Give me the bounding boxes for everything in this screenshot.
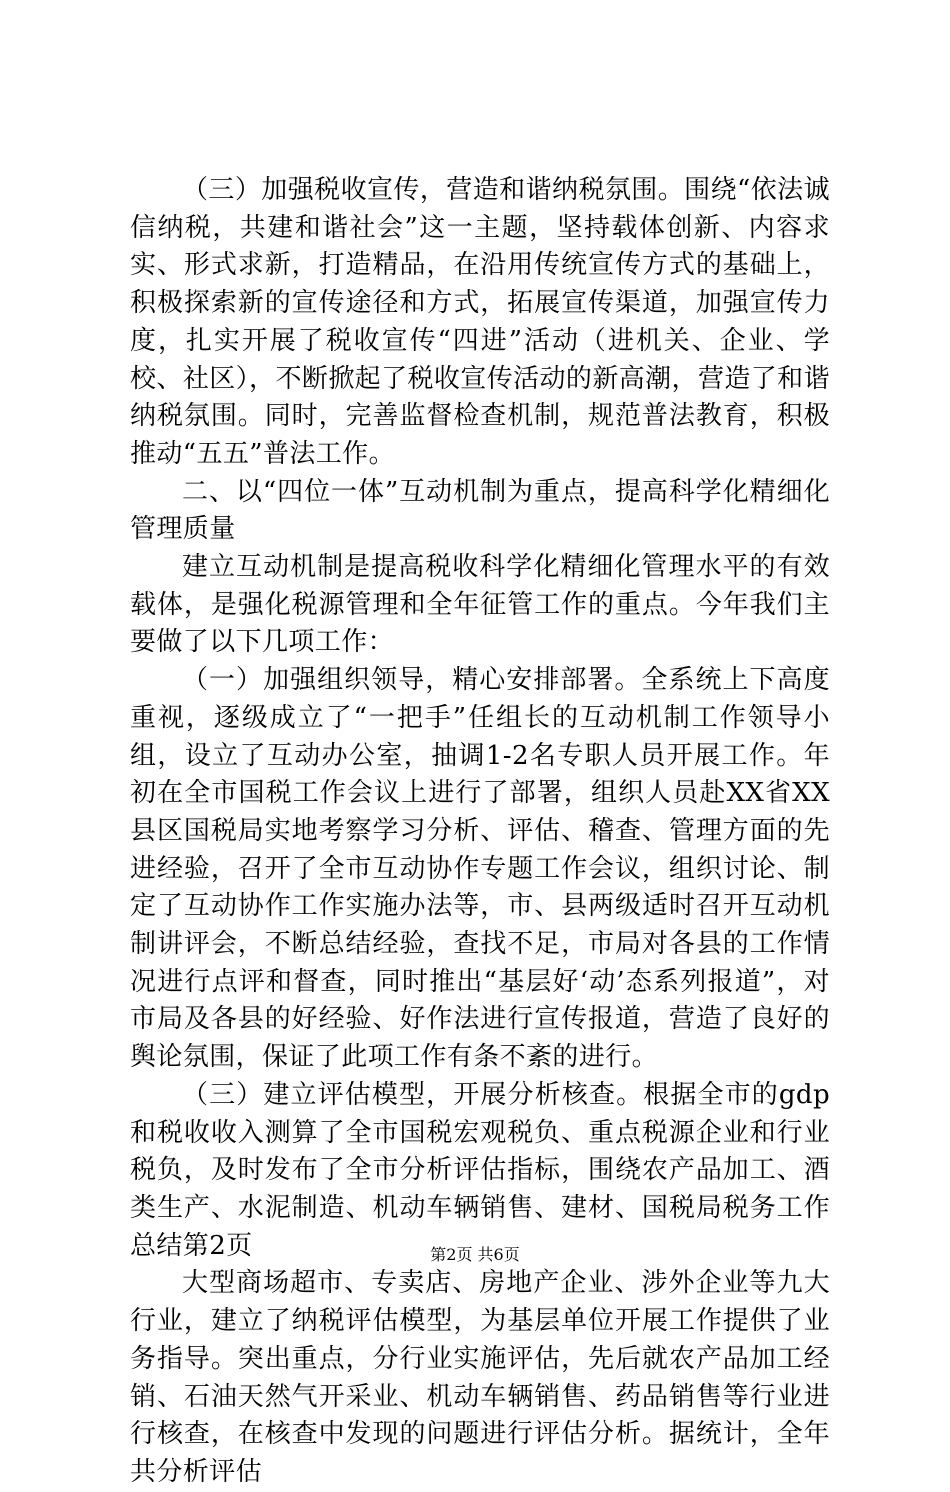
document-body: [130, 172, 830, 1492]
paragraph-evaluation-model: （三）建立评估模型，开展分析核查。根据全市的gdp和税收收入测算了全市国税宏观税负、重点税源企业和行业税负，及时发布了全市分析评估指标，围绕农产品加工、酒类生产、水泥制造、机动车辆销售、建材、国税局税务工作总结第2页: [130, 1079, 830, 1261]
paragraph-tax-publicity: （三）加强税收宣传，营造和谐纳税氛围。围绕“依法诚信纳税，共建和谐社会”这一主题，坚持载体创新、内容求实、形式求新，打造精品，在沿用传统宣传方式的基础上，积极探索新的宣传途径和方式，拓展宣传渠道，加强宣传力度，扎实开展了税收宣传“四进”活动（进机关、企业、学校、社区），不断掀起了税收宣传活动的新高潮，营造了和谐纳税氛围。同时，完善监督检查机制，规范普法教育，积极推动“五五”普法工作。: [130, 175, 830, 469]
paragraph-organization-leadership: （一）加强组织领导，精心安排部署。全系统上下高度重视，逐级成立了“一把手”任组长的互动机制工作领导小组，设立了互动办公室，抽调1-2名专职人员开展工作。年初在全市国税工作会议上进行了部署，组织人员赴XX省XX县区国税局实地考察学习分析、评估、稽查、管理方面的先进经验，召开了全市互动协作专题工作会议，组织讨论、制定了互动协作工作实施办法等，市、县两级适时召开互动机制讲评会，不断总结经验，查找不足，市局对各县的工作情况进行点评和督查，同时推出“基层好‘动’态系列报道”，对市局及各县的好经验、好作法进行宣传报道，营造了良好的舆论氛围，保证了此项工作有条不紊的进行。: [130, 665, 830, 1073]
page-footer: [0, 1244, 950, 1266]
page-number: 第2页 共6页: [430, 1245, 520, 1264]
section-heading-interaction-mechanism: 二、以“四位一体”互动机制为重点，提高科学化精细化管理质量: [130, 476, 830, 545]
paragraph-interaction-intro: 建立互动机制是提高税收科学化精细化管理水平的有效载体，是强化税源管理和全年征管工作的重点。今年我们主要做了以下几项工作：: [130, 552, 830, 658]
paragraph-industry-evaluation: 大型商场超市、专卖店、房地产企业、涉外企业等九大行业，建立了纳税评估模型，为基层单位开展工作提供了业务指导。突出重点，分行业实施评估，先后就农产品加工经销、石油天然气开采业、机动车辆销售、药品销售等行业进行核查，在核查中发现的问题进行评估分析。据统计，全年共分析评估: [130, 1268, 830, 1487]
